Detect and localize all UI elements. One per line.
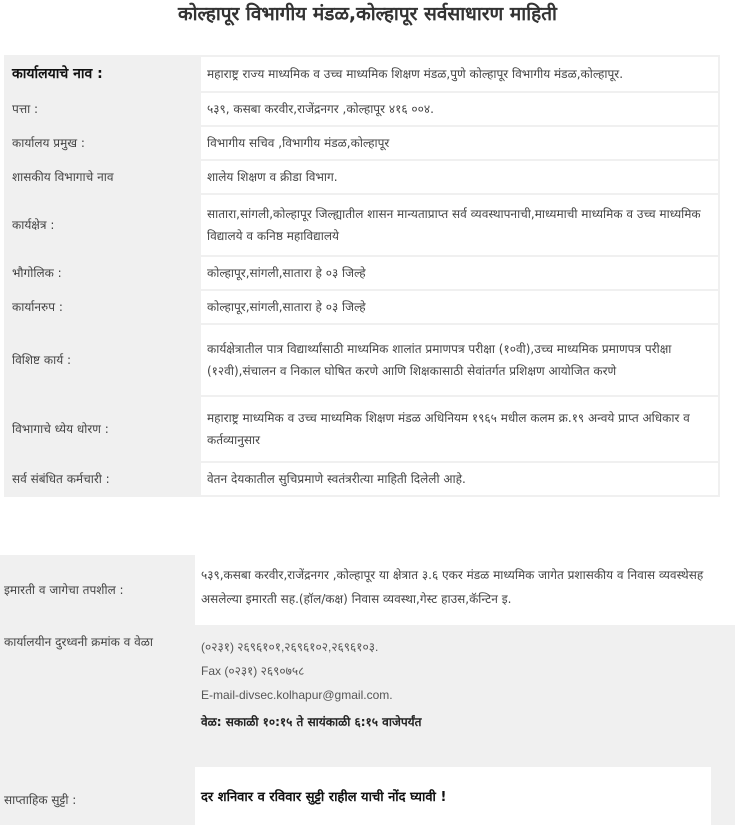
table-row — [6, 127, 718, 159]
office-timing: वेळ: सकाळी १०:१५ ते सायंकाळी ६:१५ वाजेपर्यंत — [201, 715, 422, 729]
row-label: सर्व संबंधित कर्मचारी : — [6, 463, 199, 495]
building-label: इमारती व जागेचा तपशील : — [4, 583, 124, 597]
info-table — [4, 55, 720, 497]
row-value: कार्यक्षेत्रातील पात्र विद्यार्थ्यांसाठी माध्यमिक शालांत प्रमाणपत्र परीक्षा (१०वी),उच्च माध्यमिक प्रमाणपत्र परीक्षा (१२वी),संचालन व निकाल घोषित करणे आणि शिक्षकासाठी सेवांतर्गत प्रशिक्षण आयोजित करणे — [201, 325, 718, 395]
row-value: वेतन देयकातील सुचिप्रमाणे स्वतंत्ररीत्या माहिती दिलेली आहे. — [201, 463, 718, 495]
phone-numbers: (०२३१) २६९६१०१,२६९६१०२,२६९६१०३. — [201, 640, 379, 654]
email-address: E-mail-divsec.kolhapur@gmail.com. — [201, 688, 393, 702]
table-row — [6, 463, 718, 495]
building-row — [0, 555, 735, 625]
row-label: पत्ता : — [6, 93, 199, 125]
row-value: महाराष्ट्र माध्यमिक व उच्च माध्यमिक शिक्षण मंडळ अधिनियम १९६५ मधील कलम क्र.१९ अन्वये प्राप्त अधिकार व कर्तव्यानुसार — [201, 397, 718, 461]
row-value: कोल्हापूर,सांगली,सातारा हे ०३ जिल्हे — [201, 257, 718, 289]
row-label: विभागाचे ध्येय धोरण : — [6, 397, 199, 461]
table-row — [6, 397, 718, 461]
page-title: कोल्हापूर विभागीय मंडळ,कोल्हापूर सर्वसाधारण माहिती — [178, 3, 557, 25]
row-value: ५३९, कसबा करवीर,राजेंद्रनगर ,कोल्हापूर ४१६ ००४. — [201, 93, 718, 125]
contact-details — [195, 625, 735, 767]
table-row — [6, 161, 718, 193]
building-value: ५३९,कसबा करवीर,राजेंद्रनगर ,कोल्हापूर या क्षेत्रात ३.६ एकर मंडळ माध्यमिक जागेत प्रशासकीय व निवास व्यवस्थेसह असलेल्या इमारती सह.(हॉल/कक्ष) निवास व्यवस्था,गेस्ट हाउस,कॅन्टिन इ. — [195, 555, 735, 625]
weekly-off-label: साप्ताहिक सुट्टी : — [4, 793, 77, 807]
contact-row — [0, 625, 735, 767]
row-value: विभागीय सचिव ,विभागीय मंडळ,कोल्हापूर — [201, 127, 718, 159]
row-label: कार्यालयाचे नाव : — [6, 57, 199, 91]
row-label: कार्यालय प्रमुख : — [6, 127, 199, 159]
table-row — [6, 291, 718, 323]
weekly-off-row — [0, 767, 735, 825]
row-value: सातारा,सांगली,कोल्हापूर जिल्ह्यातील शासन मान्यताप्राप्त सर्व व्यवस्थापनाची,माध्यमाची माध्यमिक व उच्च माध्यमिक विद्यालये व कनिष्ठ महाविद्यालये — [201, 195, 718, 255]
fax-number: Fax (०२३१) २६९०७५८ — [201, 664, 305, 678]
contact-label: कार्यालयीन दुरध्वनी क्रमांक व वेळा — [4, 635, 154, 649]
table-row — [6, 257, 718, 289]
lower-section — [0, 555, 735, 825]
weekly-off-value: दर शनिवार व रविवार सुट्टी राहील याची नोंद घ्यावी ! — [195, 767, 711, 825]
row-label: कार्यक्षेत्र : — [6, 195, 199, 255]
row-label: विशिष्ट कार्य : — [6, 325, 199, 395]
table-row — [6, 93, 718, 125]
row-label: कार्यानरुप : — [6, 291, 199, 323]
row-label: भौगोलिक : — [6, 257, 199, 289]
row-value: शालेय शिक्षण व क्रीडा विभाग. — [201, 161, 718, 193]
row-value: महाराष्ट्र राज्य माध्यमिक व उच्च माध्यमिक शिक्षण मंडळ,पुणे कोल्हापूर विभागीय मंडळ,कोल्हापूर. — [201, 57, 718, 91]
table-row — [6, 57, 718, 91]
row-label: शासकीय विभागाचे नाव — [6, 161, 199, 193]
row-value: कोल्हापूर,सांगली,सातारा हे ०३ जिल्हे — [201, 291, 718, 323]
table-row — [6, 325, 718, 395]
table-row — [6, 195, 718, 255]
